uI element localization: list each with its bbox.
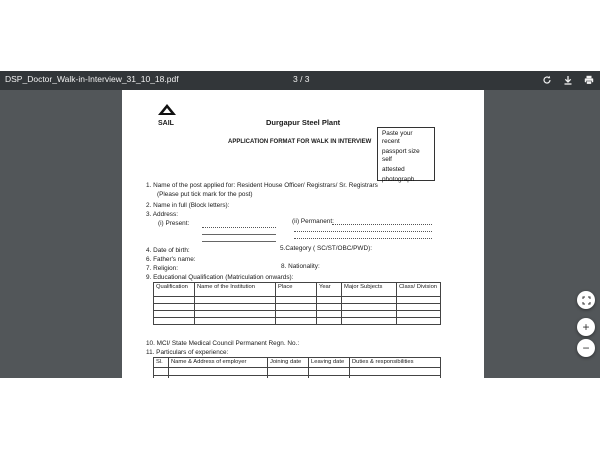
rotate-icon[interactable]: [540, 73, 554, 87]
education-table: [153, 282, 441, 325]
item-7-religion: 7. Religion:: [146, 265, 178, 272]
item-4-dob: 4. Date of birth:: [146, 247, 190, 254]
exp-header: Leaving date: [309, 358, 350, 368]
pdf-toolbar: [0, 71, 600, 90]
experience-table: [153, 357, 441, 378]
print-icon[interactable]: [582, 73, 596, 87]
edu-header: Name of the Institution: [195, 283, 276, 297]
bottom-blank-area: [0, 378, 600, 450]
fit-to-page-button[interactable]: [577, 291, 595, 309]
edu-header: Major Subjects: [342, 283, 397, 297]
photo-box-line: photograph: [382, 176, 415, 183]
photo-box-line: attested: [382, 166, 405, 173]
item-1-note: (Please put tick mark for the post): [157, 191, 253, 198]
item-5-category: 5.Category ( SC/ST/OBC/PWD):: [280, 245, 372, 252]
exp-header: Joining date: [268, 358, 309, 368]
edu-header: Year: [317, 283, 342, 297]
edu-header: Qualification: [154, 283, 195, 297]
item-3-address: 3. Address:: [146, 211, 178, 218]
edu-header: Place: [276, 283, 317, 297]
photo-box-line: Paste your recent: [382, 130, 413, 145]
document-subheader: APPLICATION FORMAT FOR WALK IN INTERVIEW: [228, 139, 372, 145]
photo-box-line: passport size self: [382, 148, 420, 163]
item-6-father-name: 6. Father's name:: [146, 256, 196, 263]
download-icon[interactable]: [561, 73, 575, 87]
zoom-in-button[interactable]: +: [577, 318, 595, 336]
item-2-name: 2. Name in full (Block letters):: [146, 202, 230, 209]
exp-header: Name & Address of employer: [169, 358, 268, 368]
fit-to-page-icon: [582, 296, 591, 305]
item-11-experience: 11. Particulars of experience:: [146, 349, 229, 356]
logo-text: SAIL: [158, 120, 174, 127]
edu-header: Class/ Division: [397, 283, 441, 297]
item-9-education: 9. Educational Qualification (Matriculation onwards):: [146, 274, 294, 281]
permanent-address-label: (ii) Permanent:: [292, 218, 334, 225]
present-address-label: (i) Present:: [158, 220, 190, 227]
sail-logo-icon: [156, 103, 178, 117]
item-10-registration: 10. MCI/ State Medical Council Permanent Regn. No.:: [146, 340, 300, 347]
page-indicator: 3 / 3: [293, 74, 310, 84]
pdf-viewer[interactable]: [0, 90, 600, 378]
exp-header: Duties & responsibilities: [350, 358, 441, 368]
pdf-page: [122, 90, 484, 378]
pdf-filename: DSP_Doctor_Walk-in-Interview_31_10_18.pdf: [5, 74, 179, 84]
exp-header: Sl.: [154, 358, 169, 368]
zoom-out-button[interactable]: −: [577, 339, 595, 357]
item-8-nationality: 8. Nationality:: [281, 263, 320, 270]
document-header: Durgapur Steel Plant: [266, 118, 341, 127]
photo-box: [377, 127, 435, 181]
item-1-post-applied: 1. Name of the post applied for: Resident House Officer/ Registrars/ Sr. Registrars: [146, 182, 378, 189]
